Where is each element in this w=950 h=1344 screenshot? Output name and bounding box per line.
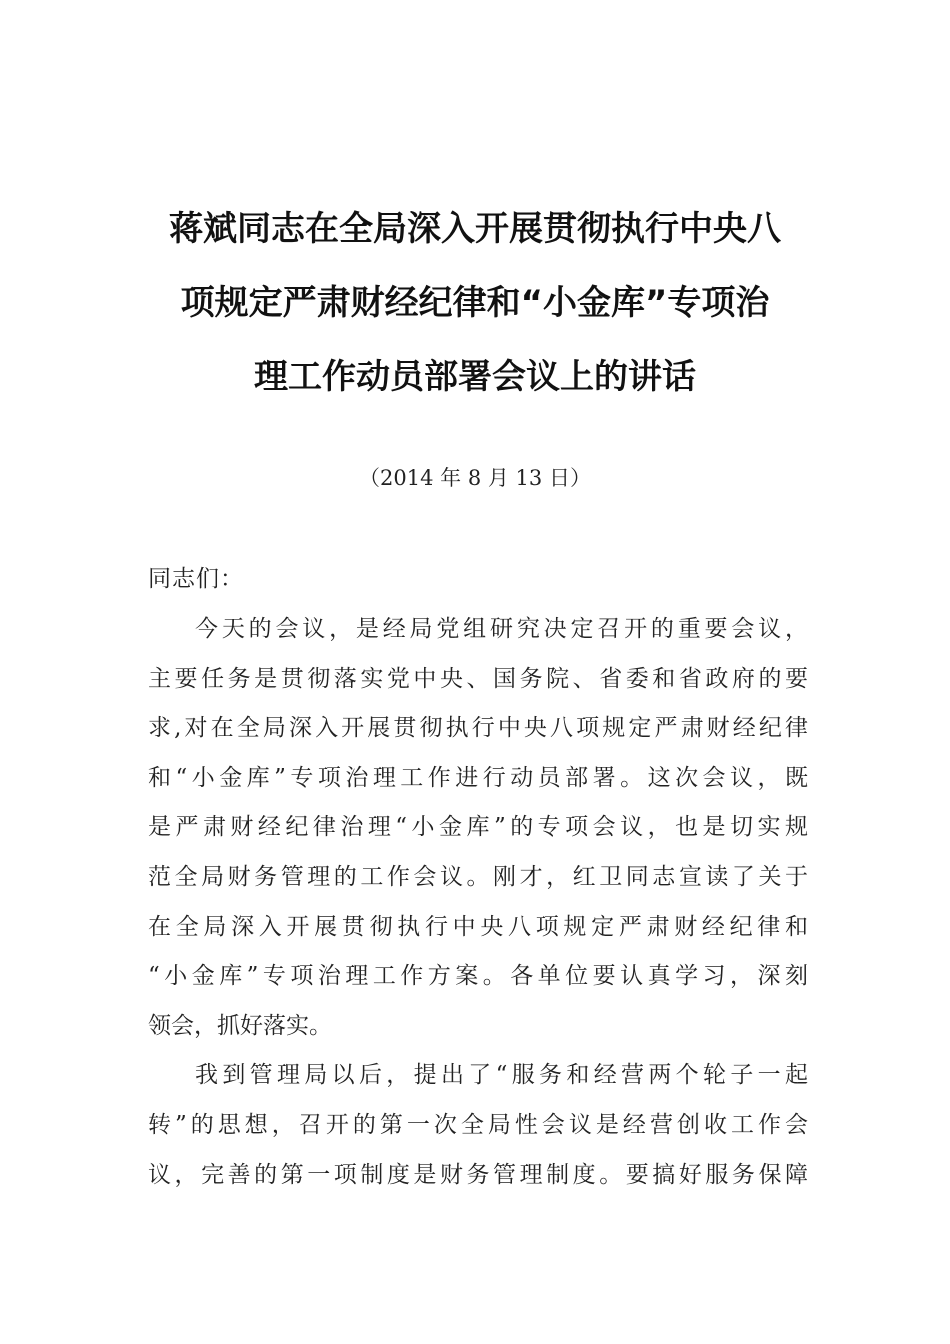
- title-line-2: 项规定严肃财经纪律和“小金库”专项治: [180, 283, 770, 323]
- body-line-11: 转”的思想，召开的第一次全局性会议是经营创收工作会: [148, 1111, 808, 1138]
- body-line-3: 求,对在全局深入开展贯彻执行中央八项规定严肃财经纪律: [148, 715, 808, 742]
- body-line-12: 议，完善的第一项制度是财务管理制度。要搞好服务保障: [148, 1161, 808, 1188]
- body-line-10: 我到管理局以后，提出了“服务和经营两个轮子一起: [195, 1062, 808, 1089]
- body-line-5: 是严肃财经纪律治理“小金库”的专项会议，也是切实规: [148, 814, 808, 841]
- body-line-8: “小金库”专项治理工作方案。各单位要认真学习，深刻: [148, 963, 808, 990]
- salutation: 同志们：: [148, 566, 244, 592]
- body-line-4: 和“小金库”专项治理工作进行动员部署。这次会议，既: [148, 764, 808, 791]
- body-line-2: 主要任务是贯彻落实党中央、国务院、省委和省政府的要: [148, 665, 808, 692]
- title-line-1: 蒋斌同志在全局深入开展贯彻执行中央八: [169, 209, 781, 249]
- body-line-1: 今天的会议，是经局党组研究决定召开的重要会议，: [195, 616, 808, 642]
- speech-date: （2014 年 8 月 13 日）: [359, 466, 591, 490]
- body-line-9: 领会，抓好落实。: [148, 1012, 332, 1039]
- speech-body: [148, 613, 808, 1208]
- body-line-7: 在全局深入开展贯彻执行中央八项规定严肃财经纪律和: [148, 913, 808, 940]
- body-line-6: 范全局财务管理的工作会议。刚才，红卫同志宣读了关于: [148, 863, 808, 890]
- title-line-3: 理工作动员部署会议上的讲话: [254, 357, 696, 397]
- document-title: [150, 192, 800, 414]
